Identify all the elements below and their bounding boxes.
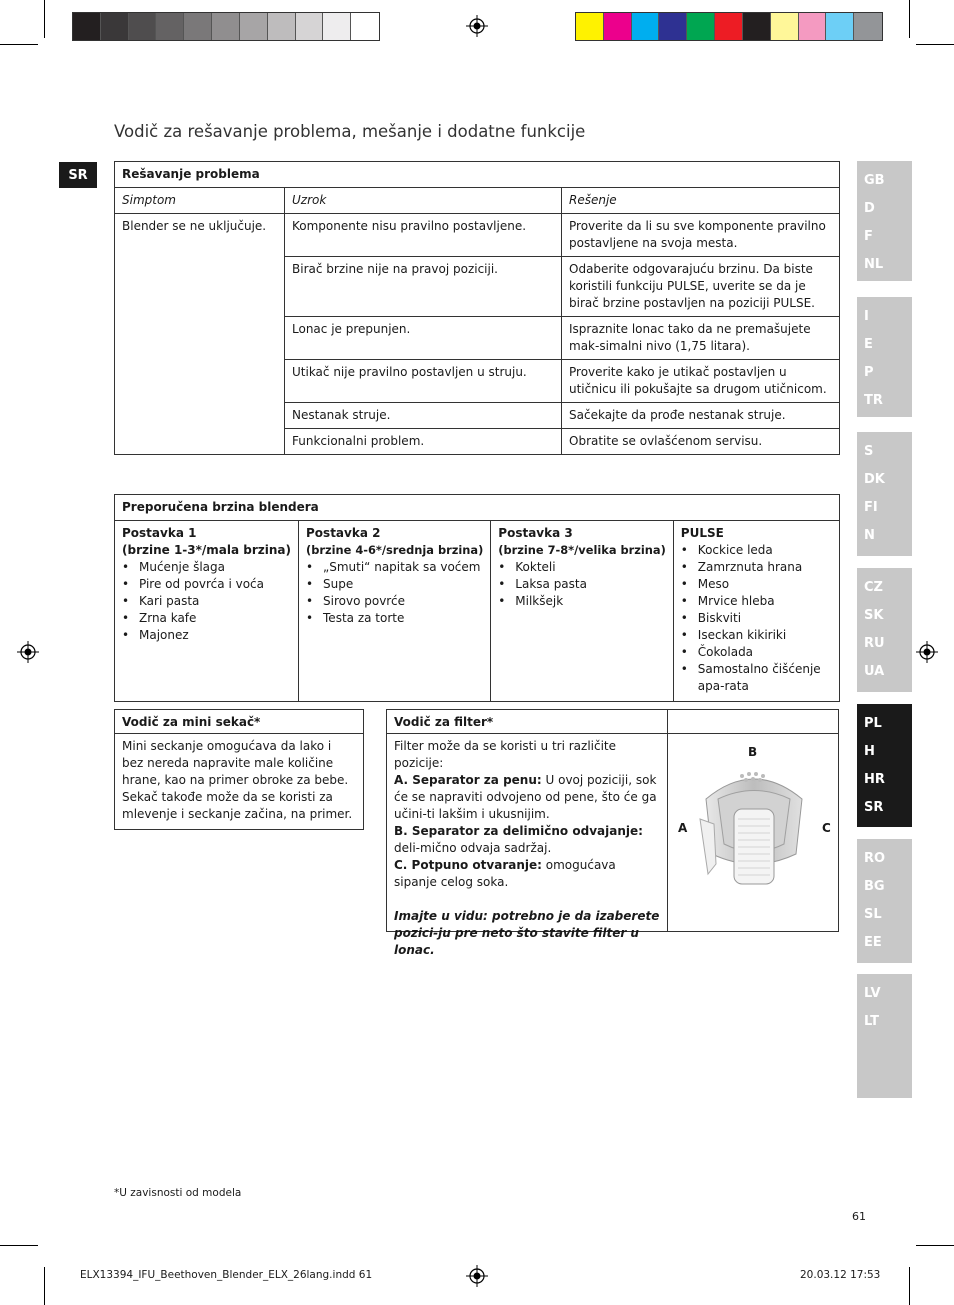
list-item: • Majonez bbox=[122, 627, 291, 644]
registration-mark-icon bbox=[466, 1265, 488, 1287]
list-item: • Milkšejk bbox=[498, 593, 666, 610]
language-tab-d[interactable]: D bbox=[864, 201, 875, 216]
list-item: • Sirovo povrće bbox=[306, 593, 483, 610]
speed-title: Postavka 2 bbox=[306, 526, 381, 540]
language-tab-ro[interactable]: RO bbox=[864, 851, 886, 866]
color-swatch bbox=[687, 13, 715, 40]
list-item: • Testa za torte bbox=[306, 610, 483, 627]
filter-intro: Filter može da se koristi u tri različite pozicije: bbox=[394, 739, 617, 770]
color-swatch bbox=[268, 13, 296, 40]
language-tab-lt[interactable]: LT bbox=[864, 1014, 879, 1029]
registration-mark-icon bbox=[466, 15, 488, 37]
registration-mark-icon bbox=[17, 641, 39, 663]
language-tab-bg[interactable]: BG bbox=[864, 879, 885, 894]
filter-box bbox=[386, 709, 839, 957]
language-tab-ee[interactable]: EE bbox=[864, 935, 882, 950]
cause-cell: Komponente nisu pravilno postavljene. bbox=[285, 214, 562, 257]
language-tab-h[interactable]: H bbox=[864, 744, 875, 759]
troubleshooting-table bbox=[114, 161, 840, 455]
color-swatch bbox=[632, 13, 660, 40]
box-heading: Vodič za filter* bbox=[387, 710, 668, 733]
box-heading: Vodič za mini sekač* bbox=[115, 710, 363, 734]
color-swatch bbox=[101, 13, 129, 40]
language-tab-e[interactable]: E bbox=[864, 337, 873, 352]
list-item: • Mrvice hleba bbox=[681, 593, 832, 610]
crop-mark bbox=[44, 0, 45, 38]
filter-illustration bbox=[668, 734, 838, 931]
solution-cell: Sačekajte da prođe nestanak struje. bbox=[562, 403, 840, 429]
color-swatch bbox=[743, 13, 771, 40]
filter-b-text: deli-mično odvaja sadržaj. bbox=[394, 841, 552, 855]
list-item: • Samostalno čišćenje apa-rata bbox=[681, 661, 832, 695]
symptom-cell: Blender se ne uključuje. bbox=[115, 214, 285, 455]
file-slug: ELX13394_IFU_Beethoven_Blender_ELX_26lang.indd 61 bbox=[80, 1269, 373, 1281]
list-item: • Supe bbox=[306, 576, 483, 593]
language-tab-dk[interactable]: DK bbox=[864, 472, 885, 487]
color-bar bbox=[575, 12, 883, 41]
column-header: Rešenje bbox=[562, 188, 840, 214]
speed-column bbox=[673, 521, 839, 702]
list-item: • Biskviti bbox=[681, 610, 832, 627]
color-swatch bbox=[184, 13, 212, 40]
language-badge: SR bbox=[59, 162, 97, 188]
cause-cell: Lonac je prepunjen. bbox=[285, 317, 562, 360]
color-swatch bbox=[715, 13, 743, 40]
list-item: • „Smuti“ napitak sa voćem bbox=[306, 559, 483, 576]
color-swatch bbox=[351, 13, 379, 40]
box-body: Mini seckanje omogućava da lako i bez nereda napravite male količine hrane, kao na primer obroke za bebe. Sekač takođe može da se koristi za mlevenje i seckanje začina, na primer. bbox=[122, 739, 353, 821]
color-swatch bbox=[323, 13, 351, 40]
table-row bbox=[115, 214, 840, 257]
language-tab-sr[interactable]: SR bbox=[864, 800, 884, 815]
language-tab-group bbox=[857, 432, 912, 556]
table-heading: Rešavanje problema bbox=[115, 162, 840, 188]
list-item: • Laksa pasta bbox=[498, 576, 666, 593]
language-tab-fi[interactable]: FI bbox=[864, 500, 878, 515]
color-swatch bbox=[156, 13, 184, 40]
column-header: Uzrok bbox=[285, 188, 562, 214]
language-tab-f[interactable]: F bbox=[864, 229, 873, 244]
date-slug: 20.03.12 17:53 bbox=[800, 1269, 881, 1281]
color-swatch bbox=[799, 13, 827, 40]
cause-cell: Funkcionalni problem. bbox=[285, 429, 562, 455]
language-tab-i[interactable]: I bbox=[864, 309, 869, 324]
page-title: Vodič za rešavanje problema, mešanje i dodatne funkcije bbox=[114, 122, 586, 141]
solution-cell: Odaberite odgovarajuću brzinu. Da biste koristili funkciju PULSE, uverite se da je birač brzine postavljen na poziciji PULSE. bbox=[562, 257, 840, 317]
crop-mark bbox=[909, 0, 910, 38]
filter-a-text: U ovoj poziciji, sok će se napraviti odvojeno od pene, što će ga učini-ti lakšim i ukusnijim. bbox=[394, 773, 657, 821]
speed-subtitle: (brzine 7-8*/velika brzina) bbox=[498, 543, 666, 557]
filter-text bbox=[387, 734, 668, 957]
language-tab-group bbox=[857, 568, 912, 692]
color-swatch bbox=[129, 13, 157, 40]
footnote: *U zavisnosti od modela bbox=[114, 1187, 242, 1199]
language-tab-tr[interactable]: TR bbox=[864, 393, 883, 408]
language-tab-ua[interactable]: UA bbox=[864, 664, 885, 679]
crop-mark bbox=[44, 1267, 45, 1305]
position-label-c: C bbox=[822, 821, 831, 835]
color-swatch bbox=[212, 13, 240, 40]
language-tab-pl[interactable]: PL bbox=[864, 716, 882, 731]
crop-mark bbox=[0, 44, 38, 45]
speed-title: Postavka 3 bbox=[498, 526, 573, 540]
speed-column bbox=[115, 521, 299, 702]
column-header: Simptom bbox=[115, 188, 285, 214]
language-tab-cz[interactable]: CZ bbox=[864, 580, 883, 595]
language-tab-ru[interactable]: RU bbox=[864, 636, 885, 651]
page-number: 61 bbox=[852, 1210, 866, 1223]
cause-cell: Utikač nije pravilno postavljen u struju. bbox=[285, 360, 562, 403]
filter-note: Imajte u vidu: potrebno je da izaberete pozici-ju pre neto što stavite filter u lonac. bbox=[394, 909, 660, 957]
position-label-b: B bbox=[748, 745, 758, 759]
color-swatch bbox=[73, 13, 101, 40]
cause-cell: Birač brzine nije na pravoj poziciji. bbox=[285, 257, 562, 317]
table-heading: Preporučena brzina blendera bbox=[115, 495, 840, 521]
speed-column bbox=[299, 521, 491, 702]
color-swatch bbox=[771, 13, 799, 40]
list-item: • Kokteli bbox=[498, 559, 666, 576]
blender-speed-table bbox=[114, 494, 840, 702]
crop-mark bbox=[0, 1245, 38, 1246]
cause-cell: Nestanak struje. bbox=[285, 403, 562, 429]
list-item: • Kockice leda bbox=[681, 542, 832, 559]
grayscale-bar bbox=[72, 12, 380, 41]
speed-title: PULSE bbox=[680, 526, 724, 540]
language-tab-lv[interactable]: LV bbox=[864, 986, 881, 1001]
color-swatch bbox=[240, 13, 268, 40]
list-item: • Meso bbox=[681, 576, 832, 593]
color-swatch bbox=[604, 13, 632, 40]
solution-cell: Proverite da li su sve komponente pravilno postavljene na svoja mesta. bbox=[562, 214, 840, 257]
solution-cell: Obratite se ovlašćenom servisu. bbox=[562, 429, 840, 455]
list-item: • Zamrznuta hrana bbox=[681, 559, 832, 576]
language-tab-p[interactable]: P bbox=[864, 365, 874, 380]
crop-mark bbox=[916, 44, 954, 45]
filter-icon bbox=[696, 764, 812, 894]
list-item: • Zrna kafe bbox=[122, 610, 291, 627]
speed-title: Postavka 1 bbox=[122, 526, 197, 540]
language-tab-n[interactable]: N bbox=[864, 528, 875, 543]
language-tab-gb[interactable]: GB bbox=[864, 173, 885, 188]
language-tab-group bbox=[857, 297, 912, 417]
color-swatch bbox=[659, 13, 687, 40]
position-label-a: A bbox=[678, 821, 688, 835]
filter-c-label: C. Potpuno otvaranje: bbox=[394, 858, 542, 872]
speed-subtitle: (brzine 1-3*/mala brzina) bbox=[122, 543, 292, 557]
list-item: • Pire od povrća i voća bbox=[122, 576, 291, 593]
list-item: • Mućenje šlaga bbox=[122, 559, 291, 576]
language-tab-hr[interactable]: HR bbox=[864, 772, 885, 787]
language-tab-group bbox=[857, 161, 912, 281]
language-tab-nl[interactable]: NL bbox=[864, 257, 884, 272]
mini-chopper-box bbox=[114, 709, 364, 830]
language-tab-group bbox=[857, 974, 912, 1098]
solution-cell: Proverite kako je utikač postavljen u utičnicu ili pokušajte sa drugom utičnicom. bbox=[562, 360, 840, 403]
color-swatch bbox=[826, 13, 854, 40]
language-tab-sk[interactable]: SK bbox=[864, 608, 884, 623]
filter-b-label: B. Separator za delimično odvajanje: bbox=[394, 824, 643, 838]
color-swatch bbox=[296, 13, 324, 40]
solution-cell: Ispraznite lonac tako da ne premašujete mak-simalni nivo (1,75 litara). bbox=[562, 317, 840, 360]
color-swatch bbox=[854, 13, 882, 40]
list-item: • Čokolada bbox=[681, 644, 832, 661]
language-tab-sl[interactable]: SL bbox=[864, 907, 882, 922]
color-swatch bbox=[576, 13, 604, 40]
filter-c-text: omogućava sipanje celog soka. bbox=[394, 858, 616, 889]
list-item: • Iseckan kikiriki bbox=[681, 627, 832, 644]
speed-column bbox=[491, 521, 674, 702]
crop-mark bbox=[909, 1267, 910, 1305]
speed-subtitle: (brzine 4-6*/srednja brzina) bbox=[306, 543, 484, 557]
filter-a-label: A. Separator za penu: bbox=[394, 773, 542, 787]
list-item: • Kari pasta bbox=[122, 593, 291, 610]
language-tab-s[interactable]: S bbox=[864, 444, 874, 459]
crop-mark bbox=[916, 1245, 954, 1246]
language-tab-group bbox=[857, 839, 912, 963]
language-tab-group bbox=[857, 704, 912, 827]
registration-mark-icon bbox=[916, 641, 938, 663]
